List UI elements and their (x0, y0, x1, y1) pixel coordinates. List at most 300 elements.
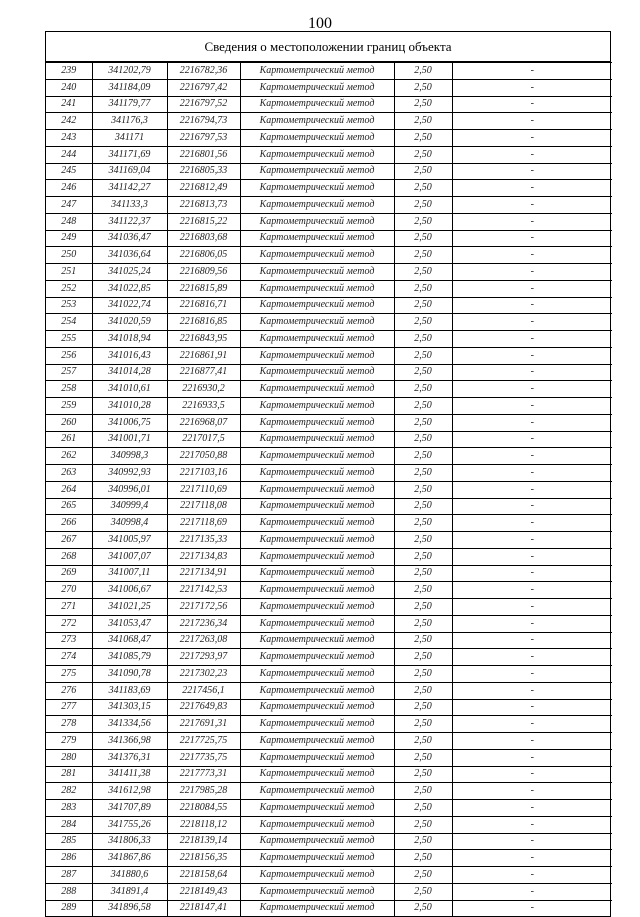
method-cell: Картометрический метод (240, 498, 394, 515)
method-cell: Картометрический метод (240, 532, 394, 549)
x-coordinate-cell: 341014,28 (92, 364, 167, 381)
x-coordinate-cell: 341010,28 (92, 398, 167, 415)
table-row (46, 599, 612, 616)
description-cell: - (452, 280, 612, 297)
y-coordinate-cell: 2216816,85 (167, 314, 240, 331)
table-row (46, 682, 612, 699)
method-cell: Картометрический метод (240, 682, 394, 699)
method-cell: Картометрический метод (240, 331, 394, 348)
table-row (46, 197, 612, 214)
coordinates-table (46, 62, 612, 916)
method-cell: Картометрический метод (240, 599, 394, 616)
method-cell: Картометрический метод (240, 632, 394, 649)
description-cell: - (452, 163, 612, 180)
point-number-cell: 279 (46, 733, 92, 750)
y-coordinate-cell: 2216797,42 (167, 79, 240, 96)
method-cell: Картометрический метод (240, 347, 394, 364)
accuracy-cell: 2,50 (394, 431, 452, 448)
table-row (46, 766, 612, 783)
x-coordinate-cell: 341612,98 (92, 783, 167, 800)
point-number-cell: 254 (46, 314, 92, 331)
description-cell: - (452, 582, 612, 599)
point-number-cell: 255 (46, 331, 92, 348)
x-coordinate-cell: 340999,4 (92, 498, 167, 515)
accuracy-cell: 2,50 (394, 582, 452, 599)
y-coordinate-cell: 2218158,64 (167, 867, 240, 884)
description-cell: - (452, 213, 612, 230)
y-coordinate-cell: 2216968,07 (167, 414, 240, 431)
description-cell: - (452, 733, 612, 750)
x-coordinate-cell: 341806,33 (92, 833, 167, 850)
table-row (46, 465, 612, 482)
point-number-cell: 266 (46, 515, 92, 532)
x-coordinate-cell: 341184,09 (92, 79, 167, 96)
method-cell: Картометрический метод (240, 130, 394, 147)
accuracy-cell: 2,50 (394, 548, 452, 565)
method-cell: Картометрический метод (240, 364, 394, 381)
method-cell: Картометрический метод (240, 280, 394, 297)
accuracy-cell: 2,50 (394, 532, 452, 549)
point-number-cell: 280 (46, 749, 92, 766)
table-row (46, 264, 612, 281)
x-coordinate-cell: 341036,64 (92, 247, 167, 264)
point-number-cell: 242 (46, 113, 92, 130)
description-cell: - (452, 113, 612, 130)
method-cell: Картометрический метод (240, 314, 394, 331)
description-cell: - (452, 197, 612, 214)
description-cell: - (452, 414, 612, 431)
point-number-cell: 285 (46, 833, 92, 850)
y-coordinate-cell: 2216806,05 (167, 247, 240, 264)
accuracy-cell: 2,50 (394, 347, 452, 364)
table-row (46, 649, 612, 666)
x-coordinate-cell: 341867,86 (92, 850, 167, 867)
method-cell: Картометрический метод (240, 800, 394, 817)
accuracy-cell: 2,50 (394, 515, 452, 532)
table-row (46, 850, 612, 867)
point-number-cell: 275 (46, 666, 92, 683)
x-coordinate-cell: 340996,01 (92, 481, 167, 498)
description-cell: - (452, 398, 612, 415)
x-coordinate-cell: 340998,4 (92, 515, 167, 532)
description-cell: - (452, 347, 612, 364)
description-cell: - (452, 448, 612, 465)
method-cell: Картометрический метод (240, 414, 394, 431)
method-cell: Картометрический метод (240, 247, 394, 264)
table-row (46, 867, 612, 884)
method-cell: Картометрический метод (240, 850, 394, 867)
point-number-cell: 277 (46, 699, 92, 716)
accuracy-cell: 2,50 (394, 63, 452, 80)
table-row (46, 431, 612, 448)
description-cell: - (452, 615, 612, 632)
x-coordinate-cell: 341025,24 (92, 264, 167, 281)
y-coordinate-cell: 2217172,56 (167, 599, 240, 616)
method-cell: Картометрический метод (240, 79, 394, 96)
table-row (46, 414, 612, 431)
description-cell: - (452, 800, 612, 817)
x-coordinate-cell: 341007,07 (92, 548, 167, 565)
x-coordinate-cell: 341053,47 (92, 615, 167, 632)
table-row (46, 733, 612, 750)
accuracy-cell: 2,50 (394, 465, 452, 482)
method-cell: Картометрический метод (240, 716, 394, 733)
method-cell: Картометрический метод (240, 448, 394, 465)
x-coordinate-cell: 341707,89 (92, 800, 167, 817)
method-cell: Картометрический метод (240, 481, 394, 498)
point-number-cell: 253 (46, 297, 92, 314)
description-cell: - (452, 96, 612, 113)
y-coordinate-cell: 2217118,08 (167, 498, 240, 515)
description-cell: - (452, 699, 612, 716)
x-coordinate-cell: 341006,75 (92, 414, 167, 431)
point-number-cell: 272 (46, 615, 92, 632)
description-cell: - (452, 381, 612, 398)
description-cell: - (452, 498, 612, 515)
point-number-cell: 263 (46, 465, 92, 482)
x-coordinate-cell: 341020,59 (92, 314, 167, 331)
x-coordinate-cell: 341010,61 (92, 381, 167, 398)
point-number-cell: 278 (46, 716, 92, 733)
table-row (46, 783, 612, 800)
accuracy-cell: 2,50 (394, 79, 452, 96)
description-cell: - (452, 766, 612, 783)
table-row (46, 130, 612, 147)
method-cell: Картометрический метод (240, 163, 394, 180)
accuracy-cell: 2,50 (394, 448, 452, 465)
table-row (46, 900, 612, 916)
table-row (46, 448, 612, 465)
boundary-table-sheet (45, 31, 611, 917)
method-cell: Картометрический метод (240, 565, 394, 582)
x-coordinate-cell: 341021,25 (92, 599, 167, 616)
description-cell: - (452, 716, 612, 733)
description-cell: - (452, 548, 612, 565)
method-cell: Картометрический метод (240, 230, 394, 247)
table-row (46, 398, 612, 415)
y-coordinate-cell: 2216797,52 (167, 96, 240, 113)
accuracy-cell: 2,50 (394, 666, 452, 683)
table-heading: Сведения о местоположении границ объекта (46, 32, 610, 62)
table-row (46, 63, 612, 80)
accuracy-cell: 2,50 (394, 264, 452, 281)
description-cell: - (452, 515, 612, 532)
x-coordinate-cell: 341183,69 (92, 682, 167, 699)
y-coordinate-cell: 2217302,23 (167, 666, 240, 683)
description-cell: - (452, 130, 612, 147)
accuracy-cell: 2,50 (394, 783, 452, 800)
description-cell: - (452, 816, 612, 833)
table-row (46, 615, 612, 632)
method-cell: Картометрический метод (240, 615, 394, 632)
y-coordinate-cell: 2217050,88 (167, 448, 240, 465)
method-cell: Картометрический метод (240, 515, 394, 532)
accuracy-cell: 2,50 (394, 867, 452, 884)
y-coordinate-cell: 2217110,69 (167, 481, 240, 498)
method-cell: Картометрический метод (240, 900, 394, 916)
accuracy-cell: 2,50 (394, 565, 452, 582)
method-cell: Картометрический метод (240, 63, 394, 80)
accuracy-cell: 2,50 (394, 498, 452, 515)
point-number-cell: 265 (46, 498, 92, 515)
y-coordinate-cell: 2216815,22 (167, 213, 240, 230)
accuracy-cell: 2,50 (394, 197, 452, 214)
method-cell: Картометрический метод (240, 783, 394, 800)
accuracy-cell: 2,50 (394, 833, 452, 850)
method-cell: Картометрический метод (240, 749, 394, 766)
point-number-cell: 286 (46, 850, 92, 867)
table-row (46, 364, 612, 381)
table-row (46, 498, 612, 515)
point-number-cell: 268 (46, 548, 92, 565)
point-number-cell: 261 (46, 431, 92, 448)
point-number-cell: 269 (46, 565, 92, 582)
x-coordinate-cell: 341303,15 (92, 699, 167, 716)
table-row (46, 96, 612, 113)
method-cell: Картометрический метод (240, 96, 394, 113)
point-number-cell: 271 (46, 599, 92, 616)
table-row (46, 381, 612, 398)
y-coordinate-cell: 2217142,53 (167, 582, 240, 599)
table-row (46, 146, 612, 163)
x-coordinate-cell: 341007,11 (92, 565, 167, 582)
description-cell: - (452, 364, 612, 381)
description-cell: - (452, 599, 612, 616)
point-number-cell: 287 (46, 867, 92, 884)
x-coordinate-cell: 341169,04 (92, 163, 167, 180)
y-coordinate-cell: 2218139,14 (167, 833, 240, 850)
y-coordinate-cell: 2217118,69 (167, 515, 240, 532)
point-number-cell: 244 (46, 146, 92, 163)
x-coordinate-cell: 341022,85 (92, 280, 167, 297)
point-number-cell: 250 (46, 247, 92, 264)
description-cell: - (452, 682, 612, 699)
accuracy-cell: 2,50 (394, 682, 452, 699)
point-number-cell: 243 (46, 130, 92, 147)
y-coordinate-cell: 2216809,56 (167, 264, 240, 281)
x-coordinate-cell: 341036,47 (92, 230, 167, 247)
x-coordinate-cell: 341202,79 (92, 63, 167, 80)
y-coordinate-cell: 2217236,34 (167, 615, 240, 632)
description-cell: - (452, 850, 612, 867)
description-cell: - (452, 649, 612, 666)
y-coordinate-cell: 2216861,91 (167, 347, 240, 364)
table-row (46, 666, 612, 683)
accuracy-cell: 2,50 (394, 146, 452, 163)
method-cell: Картометрический метод (240, 431, 394, 448)
method-cell: Картометрический метод (240, 113, 394, 130)
accuracy-cell: 2,50 (394, 632, 452, 649)
method-cell: Картометрический метод (240, 146, 394, 163)
table-row (46, 314, 612, 331)
description-cell: - (452, 264, 612, 281)
method-cell: Картометрический метод (240, 699, 394, 716)
y-coordinate-cell: 2216815,89 (167, 280, 240, 297)
accuracy-cell: 2,50 (394, 615, 452, 632)
y-coordinate-cell: 2216801,56 (167, 146, 240, 163)
y-coordinate-cell: 2217134,83 (167, 548, 240, 565)
y-coordinate-cell: 2218147,41 (167, 900, 240, 916)
x-coordinate-cell: 341171 (92, 130, 167, 147)
x-coordinate-cell: 341880,6 (92, 867, 167, 884)
point-number-cell: 260 (46, 414, 92, 431)
table-row (46, 331, 612, 348)
point-number-cell: 273 (46, 632, 92, 649)
method-cell: Картометрический метод (240, 264, 394, 281)
y-coordinate-cell: 2216803,68 (167, 230, 240, 247)
y-coordinate-cell: 2217773,31 (167, 766, 240, 783)
table-row (46, 347, 612, 364)
method-cell: Картометрический метод (240, 666, 394, 683)
x-coordinate-cell: 341122,37 (92, 213, 167, 230)
page-number: 100 (308, 15, 332, 32)
description-cell: - (452, 481, 612, 498)
y-coordinate-cell: 2217691,31 (167, 716, 240, 733)
table-row (46, 565, 612, 582)
description-cell: - (452, 230, 612, 247)
y-coordinate-cell: 2217135,33 (167, 532, 240, 549)
accuracy-cell: 2,50 (394, 599, 452, 616)
table-row (46, 213, 612, 230)
x-coordinate-cell: 341006,67 (92, 582, 167, 599)
method-cell: Картометрический метод (240, 398, 394, 415)
point-number-cell: 289 (46, 900, 92, 916)
method-cell: Картометрический метод (240, 867, 394, 884)
description-cell: - (452, 314, 612, 331)
x-coordinate-cell: 341085,79 (92, 649, 167, 666)
x-coordinate-cell: 340998,3 (92, 448, 167, 465)
point-number-cell: 249 (46, 230, 92, 247)
method-cell: Картометрический метод (240, 766, 394, 783)
accuracy-cell: 2,50 (394, 900, 452, 916)
method-cell: Картометрический метод (240, 548, 394, 565)
description-cell: - (452, 63, 612, 80)
table-row (46, 79, 612, 96)
accuracy-cell: 2,50 (394, 230, 452, 247)
y-coordinate-cell: 2218149,43 (167, 883, 240, 900)
point-number-cell: 258 (46, 381, 92, 398)
method-cell: Картометрический метод (240, 297, 394, 314)
table-row (46, 749, 612, 766)
y-coordinate-cell: 2216805,33 (167, 163, 240, 180)
x-coordinate-cell: 341376,31 (92, 749, 167, 766)
y-coordinate-cell: 2217293,97 (167, 649, 240, 666)
accuracy-cell: 2,50 (394, 280, 452, 297)
y-coordinate-cell: 2217649,83 (167, 699, 240, 716)
table-row (46, 280, 612, 297)
table-row (46, 548, 612, 565)
y-coordinate-cell: 2216794,73 (167, 113, 240, 130)
point-number-cell: 246 (46, 180, 92, 197)
accuracy-cell: 2,50 (394, 398, 452, 415)
table-row (46, 699, 612, 716)
y-coordinate-cell: 2217985,28 (167, 783, 240, 800)
x-coordinate-cell: 341005,97 (92, 532, 167, 549)
x-coordinate-cell: 341755,26 (92, 816, 167, 833)
accuracy-cell: 2,50 (394, 749, 452, 766)
description-cell: - (452, 431, 612, 448)
point-number-cell: 283 (46, 800, 92, 817)
table-row (46, 247, 612, 264)
method-cell: Картометрический метод (240, 213, 394, 230)
method-cell: Картометрический метод (240, 816, 394, 833)
y-coordinate-cell: 2217134,91 (167, 565, 240, 582)
x-coordinate-cell: 341891,4 (92, 883, 167, 900)
table-row (46, 632, 612, 649)
x-coordinate-cell: 341068,47 (92, 632, 167, 649)
x-coordinate-cell: 341179,77 (92, 96, 167, 113)
description-cell: - (452, 900, 612, 916)
point-number-cell: 256 (46, 347, 92, 364)
point-number-cell: 264 (46, 481, 92, 498)
y-coordinate-cell: 2216843,95 (167, 331, 240, 348)
table-row (46, 180, 612, 197)
accuracy-cell: 2,50 (394, 800, 452, 817)
table-row (46, 716, 612, 733)
table-row (46, 800, 612, 817)
table-row (46, 515, 612, 532)
accuracy-cell: 2,50 (394, 699, 452, 716)
x-coordinate-cell: 341018,94 (92, 331, 167, 348)
accuracy-cell: 2,50 (394, 883, 452, 900)
point-number-cell: 240 (46, 79, 92, 96)
accuracy-cell: 2,50 (394, 213, 452, 230)
description-cell: - (452, 565, 612, 582)
description-cell: - (452, 297, 612, 314)
method-cell: Картометрический метод (240, 197, 394, 214)
point-number-cell: 282 (46, 783, 92, 800)
table-row (46, 582, 612, 599)
table-row (46, 816, 612, 833)
point-number-cell: 281 (46, 766, 92, 783)
description-cell: - (452, 331, 612, 348)
y-coordinate-cell: 2216797,53 (167, 130, 240, 147)
accuracy-cell: 2,50 (394, 331, 452, 348)
accuracy-cell: 2,50 (394, 163, 452, 180)
point-number-cell: 248 (46, 213, 92, 230)
table-row (46, 230, 612, 247)
description-cell: - (452, 180, 612, 197)
accuracy-cell: 2,50 (394, 816, 452, 833)
accuracy-cell: 2,50 (394, 414, 452, 431)
point-number-cell: 247 (46, 197, 92, 214)
y-coordinate-cell: 2216877,41 (167, 364, 240, 381)
accuracy-cell: 2,50 (394, 649, 452, 666)
description-cell: - (452, 666, 612, 683)
method-cell: Картометрический метод (240, 649, 394, 666)
description-cell: - (452, 79, 612, 96)
point-number-cell: 262 (46, 448, 92, 465)
point-number-cell: 276 (46, 682, 92, 699)
y-coordinate-cell: 2217725,75 (167, 733, 240, 750)
y-coordinate-cell: 2216933,5 (167, 398, 240, 415)
y-coordinate-cell: 2217103,16 (167, 465, 240, 482)
x-coordinate-cell: 341334,56 (92, 716, 167, 733)
description-cell: - (452, 532, 612, 549)
y-coordinate-cell: 2216816,71 (167, 297, 240, 314)
point-number-cell: 239 (46, 63, 92, 80)
x-coordinate-cell: 341411,38 (92, 766, 167, 783)
table-row (46, 833, 612, 850)
accuracy-cell: 2,50 (394, 297, 452, 314)
accuracy-cell: 2,50 (394, 96, 452, 113)
accuracy-cell: 2,50 (394, 766, 452, 783)
x-coordinate-cell: 341133,3 (92, 197, 167, 214)
x-coordinate-cell: 340992,93 (92, 465, 167, 482)
x-coordinate-cell: 341022,74 (92, 297, 167, 314)
table-row (46, 532, 612, 549)
description-cell: - (452, 883, 612, 900)
